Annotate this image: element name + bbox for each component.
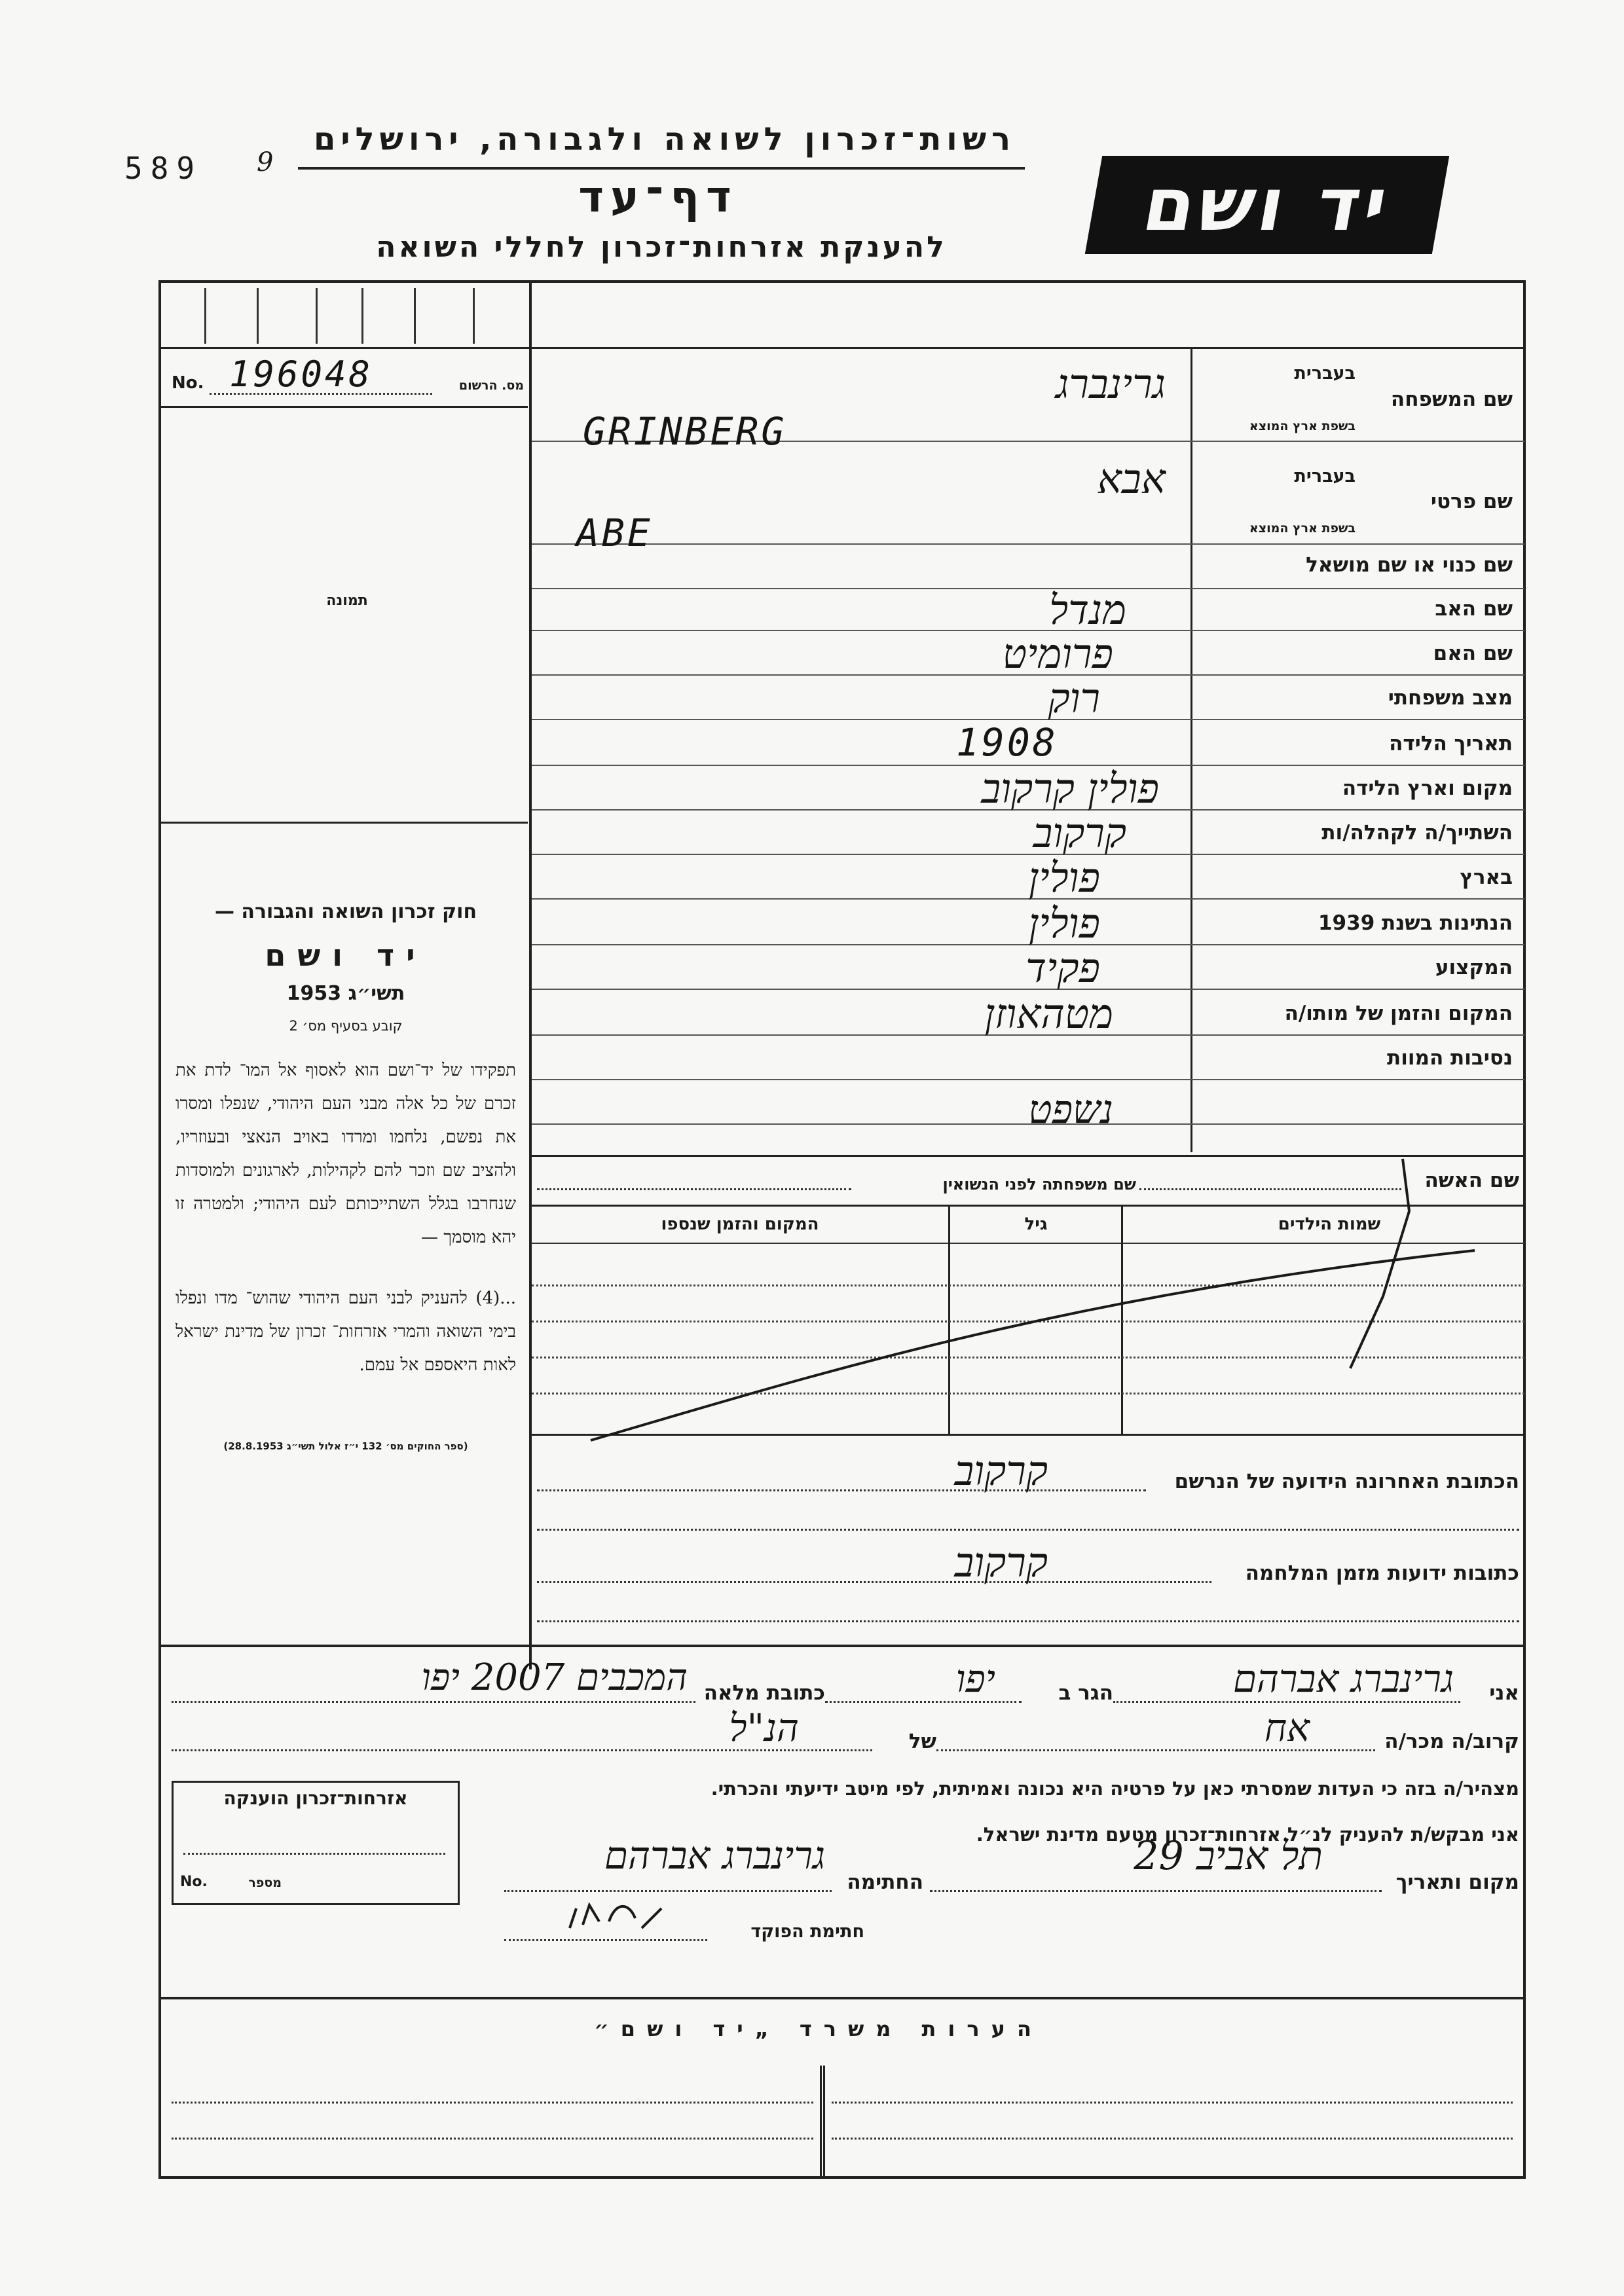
registration-number: 196048 bbox=[229, 354, 373, 395]
wife-maiden-label: שם משפחתה לפני הנשואין bbox=[942, 1175, 1136, 1194]
father-name-value: מנדל bbox=[1049, 586, 1126, 634]
place-date-label: מקום ותאריך bbox=[1395, 1870, 1519, 1894]
relation-label: קרוב/ה מכר/ה bbox=[1384, 1730, 1519, 1753]
country-label: בארץ bbox=[1460, 866, 1513, 889]
signature-label: החתימה bbox=[847, 1870, 923, 1894]
mother-name-value: פרומיט bbox=[1002, 630, 1113, 678]
label-column-divider bbox=[1190, 347, 1192, 1152]
family-name-country-sublabel: בשפת ארץ המוצא bbox=[1249, 419, 1356, 433]
page-number: 589 bbox=[124, 151, 203, 186]
citizenship-1939-value: פולין bbox=[1028, 900, 1100, 947]
law-name: יד ושם bbox=[265, 938, 427, 973]
profession-value: פקיד bbox=[1025, 944, 1100, 992]
law-source: (ספר החוקים מס׳ 132 י״ז אלול תשי״ג 28.8.1953) bbox=[223, 1440, 468, 1452]
photo-bottom-line bbox=[160, 822, 528, 824]
first-name-hebrew-sublabel: בעברית bbox=[1294, 466, 1356, 486]
children-header-names: שמות הילדים bbox=[1278, 1214, 1381, 1234]
declarant-i-label: אני bbox=[1489, 1681, 1519, 1705]
mother-name-label: שם האם bbox=[1433, 642, 1513, 665]
war-address-dots-2 bbox=[537, 1620, 1519, 1622]
authority-underline bbox=[298, 167, 1025, 170]
signature-value: גרינברג אברהם bbox=[604, 1833, 825, 1878]
citizenship-box-number-label: מספר bbox=[248, 1876, 282, 1890]
yad-vashem-logo: יד ושם bbox=[1085, 156, 1449, 254]
nickname-label: שם כנוי או שם מושאל bbox=[1306, 553, 1513, 577]
declarant-city-dots bbox=[825, 1701, 1022, 1703]
citizenship-1939-label: הנתינות בשנת 1939 bbox=[1318, 911, 1513, 935]
office-notes-line-4 bbox=[832, 2138, 1513, 2140]
registration-no-label: No. bbox=[172, 373, 204, 393]
birth-date-label: תאריך הלידה bbox=[1389, 732, 1513, 756]
war-address-label: כתובות ידועות מזמן המלחמה bbox=[1245, 1561, 1519, 1585]
death-circumstances-label: נסיבות המוות bbox=[1387, 1046, 1513, 1070]
first-name-latin-value: ABE bbox=[576, 511, 653, 555]
office-notes-line-1 bbox=[172, 2102, 813, 2104]
first-name-hebrew-value: אבא bbox=[1097, 455, 1166, 503]
declarant-resides-label: הגר ב bbox=[1058, 1681, 1113, 1705]
family-name-latin-value: GRINBERG bbox=[583, 409, 787, 454]
form-title: דף־עד bbox=[578, 172, 738, 222]
death-circumstances-value: נשפט bbox=[1028, 1087, 1113, 1133]
first-name-country-sublabel: בשפת ארץ המוצא bbox=[1249, 521, 1356, 536]
family-name-hebrew-sublabel: בעברית bbox=[1294, 363, 1356, 384]
strike-through-mark bbox=[532, 1133, 1524, 1499]
office-notes-line-2 bbox=[172, 2138, 813, 2140]
declaration-line-1: מצהיר/ה בזה כי העדות שמסרתי כאן על פרטיה היא נכונה ואמיתית, לפי מיטב ידיעתי והכרתי. bbox=[710, 1777, 1519, 1800]
law-title: חוק זכרון השואה והגבורה — bbox=[214, 900, 477, 923]
birth-date-value: 1908 bbox=[956, 720, 1058, 765]
declarant-address-dots bbox=[172, 1701, 695, 1703]
law-text-clause-4: ...(4) להעניק לבני העם היהודי שהוש־ מדו ונפלו בימי השואה והמרי אזרחות־ זכרון של מדינת ישראל לאות היאספם אל עמם. bbox=[175, 1288, 516, 1375]
place-date-dots bbox=[930, 1890, 1382, 1892]
office-notes-line-3 bbox=[832, 2102, 1513, 2104]
country-value: פולין bbox=[1028, 854, 1100, 902]
citizenship-box-title: אזרחות־זכרון הוענקה bbox=[223, 1787, 408, 1809]
community-value: קרקוב bbox=[1033, 809, 1126, 857]
office-notes-divider bbox=[160, 1997, 1523, 1999]
war-address-value: קרקוב bbox=[954, 1539, 1048, 1586]
authority-name: רשות־זכרון לשואה ולגבורה, ירושלים bbox=[313, 121, 1016, 158]
citizenship-box-no-label: No. bbox=[180, 1874, 208, 1890]
marital-status-label: מצב משפחתי bbox=[1388, 686, 1513, 710]
birth-place-label: מקום וארץ הלידה bbox=[1342, 776, 1513, 800]
law-text: תפקידו של יד־ושם הוא לאסוף אל המו־ לדת את זכרם של כל אלה מבני העם היהודי, שנפלו ומסרו את נפשם, נלחמו ומרדו באויב הנאצי ובעוזריו, ולהציב שם וזכר להם לקהילות, לארגונים ולמוסדות שנחרבו בגלל השתייכותם לעם היהודי; ולמטרה זו יהא מוסמך — bbox=[175, 1061, 516, 1247]
family-name-label: שם המשפחה bbox=[1390, 388, 1513, 411]
community-label: השתייך/ה לקהלה/ות bbox=[1321, 821, 1513, 845]
frame-divider-top bbox=[160, 347, 1523, 349]
place-date-value: תל אביב 29 bbox=[1134, 1833, 1323, 1879]
declarant-address-label: כתובת מלאה bbox=[703, 1681, 825, 1705]
declarant-name-value: גרינברג אברהם bbox=[1232, 1656, 1454, 1701]
wife-name-label: שם האשה bbox=[1424, 1169, 1519, 1192]
declarant-address-value: המכבים 2007 יפו bbox=[421, 1656, 688, 1699]
registration-underline bbox=[160, 406, 528, 408]
registration-hebrew-label: מס. הרשום bbox=[458, 378, 524, 393]
last-address-label: הכתובת האחרונה הידועה של הנרשם bbox=[1174, 1470, 1519, 1493]
family-name-hebrew-value: גרינברג bbox=[1055, 360, 1166, 408]
supervisor-initials bbox=[563, 1895, 668, 1941]
profession-label: המקצוע bbox=[1435, 956, 1513, 979]
first-name-label: שם פרטי bbox=[1430, 490, 1513, 513]
birth-place-value: פולין קרקוב bbox=[981, 765, 1159, 812]
office-notes-title: הערות משרד „יד ושם״ bbox=[594, 2016, 1043, 2041]
declaration-line-2: אני מבקש/ת להעניק לנ״ל אזרחות־זכרון מטעם מדינת ישראל. bbox=[976, 1823, 1519, 1846]
marital-status-value: רוק bbox=[1048, 674, 1100, 722]
photo-placeholder: תמונה bbox=[326, 592, 368, 609]
signature-dots bbox=[504, 1890, 832, 1892]
declarant-name-dots bbox=[1113, 1701, 1460, 1703]
index-boxes bbox=[165, 288, 524, 344]
father-name-label: שם האב bbox=[1435, 597, 1513, 621]
law-clause: קובע בסעיף מס׳ 2 bbox=[289, 1018, 403, 1034]
citizenship-box-line-1 bbox=[183, 1853, 445, 1855]
last-address-dots-2 bbox=[537, 1529, 1519, 1531]
section-divider-declarant bbox=[160, 1645, 1523, 1647]
supervisor-signature-label: חתימת הפוקד bbox=[750, 1922, 864, 1942]
of-label: של bbox=[908, 1730, 936, 1753]
death-place-label: המקום והזמן של מותו/ה bbox=[1284, 1002, 1513, 1025]
law-year: תשי״ג 1953 bbox=[286, 982, 405, 1005]
office-notes-column-divider bbox=[820, 2066, 825, 2177]
corner-mark: 9 bbox=[257, 147, 274, 177]
declarant-city-value: יפו bbox=[955, 1656, 995, 1701]
last-address-value: קרקוב bbox=[954, 1447, 1048, 1495]
death-place-value: מטהאוזן bbox=[984, 990, 1113, 1038]
form-subtitle: להענקת אזרחות־זכרון לחללי השואה bbox=[376, 230, 947, 264]
children-header-place: המקום והזמן שנספו bbox=[661, 1214, 819, 1234]
of-value: הנ"ל bbox=[729, 1705, 799, 1750]
relation-value: אח bbox=[1264, 1705, 1310, 1750]
children-header-age: גיל bbox=[1024, 1214, 1048, 1234]
